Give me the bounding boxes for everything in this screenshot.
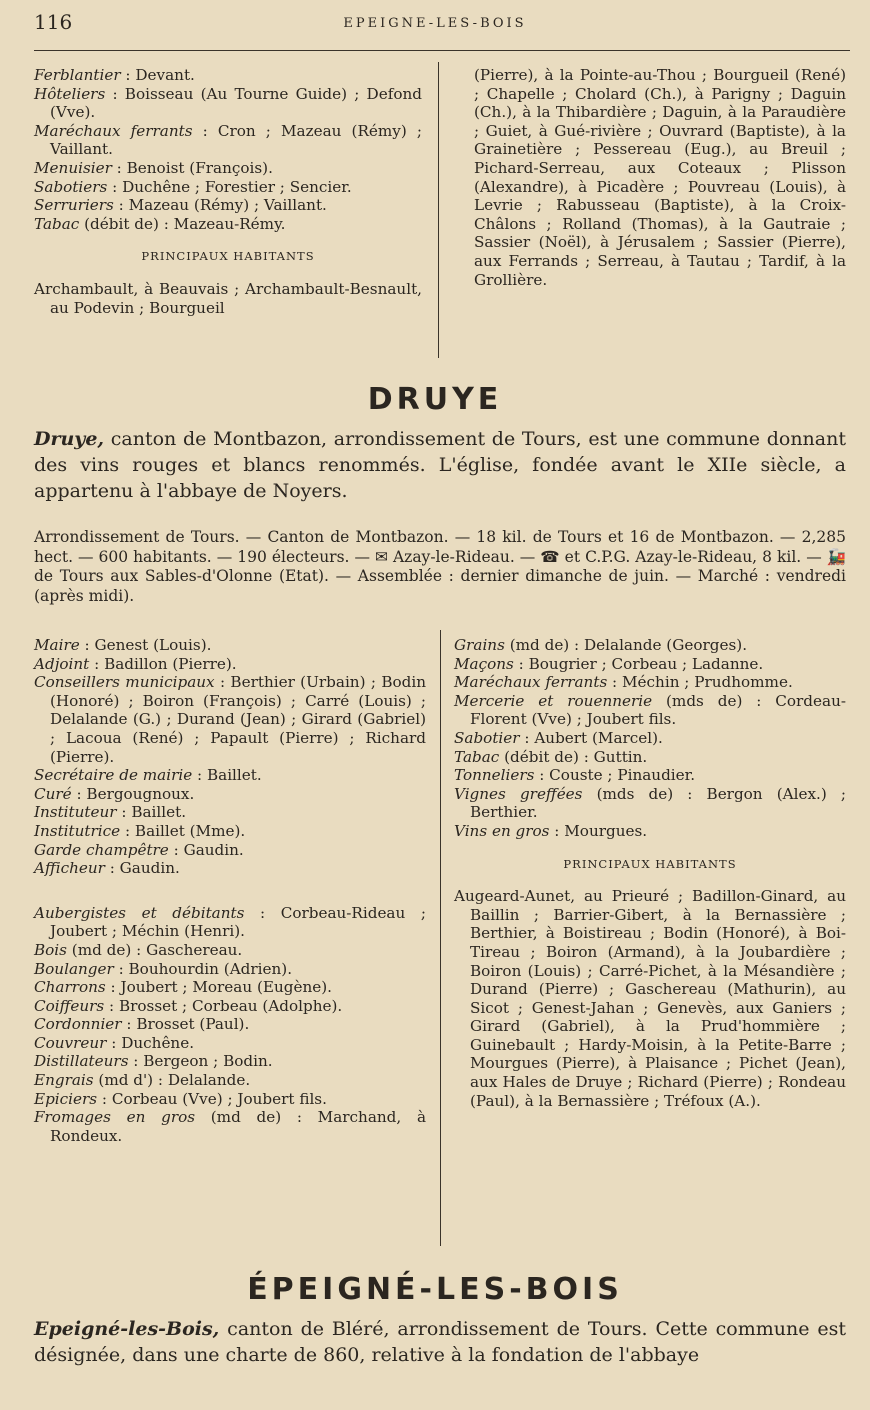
trade-entry-text: : Joubert ; Moreau (Eugène). (105, 978, 332, 997)
trade-entry (454, 785, 846, 822)
trade-entry-label: Aubergistes et débitants (34, 903, 245, 922)
trade-entry-label: Ferblantier (34, 66, 121, 84)
official-entry-label: Curé (34, 784, 72, 803)
epeigne-intro (34, 1316, 846, 1368)
trade-entry-label: Mercerie et rouennerie (454, 691, 653, 710)
official-entry (34, 766, 426, 785)
official-entry-text: : Baillet. (116, 803, 187, 822)
official-entry-text: : Bergougnoux. (71, 784, 195, 803)
official-entry-text: : Baillet. (192, 766, 262, 785)
trade-entry-label: Couvreur (34, 1033, 107, 1052)
trade-entry-label: Serruriers (34, 196, 114, 215)
trade-entry-label: Vignes greffées (454, 784, 583, 803)
trade-entry (34, 85, 422, 122)
trade-entry-label: Coiffeurs (34, 996, 105, 1015)
trade-entry (34, 1090, 426, 1109)
trade-entry-text: : Méchin ; Prudhomme. (607, 673, 793, 692)
official-entry-label: Secrétaire de mairie (34, 766, 193, 785)
trade-entry (454, 673, 846, 692)
trade-entry (34, 1034, 426, 1053)
official-entry-label: Adjoint (34, 654, 90, 673)
section-title-druye: DRUYE (367, 382, 503, 417)
druye-right-column (454, 636, 846, 1110)
trade-entry-label: Maréchaux ferrants (454, 673, 608, 692)
official-entry-label: Garde champêtre (34, 840, 169, 859)
official-entry (34, 803, 426, 822)
trade-entry (454, 822, 846, 841)
trade-entry-label: Fromages en gros (34, 1108, 196, 1127)
trade-entry (34, 178, 422, 197)
trade-entry-text: : Mourgues. (549, 821, 648, 840)
principal-residents-heading: PRINCIPAUX HABITANTS (141, 249, 315, 264)
trade-entry-text: (md de) : Delalande (Georges). (504, 636, 748, 654)
trade-entry (34, 196, 422, 215)
trade-entry-label: Epiciers (34, 1089, 98, 1108)
trade-entry-text: (débit de) : Mazeau-Rémy. (79, 214, 286, 233)
trade-entry-label: Hôteliers (34, 84, 106, 103)
epeigne-intro-name: Epeigné-les-Bois, (34, 1318, 220, 1340)
trade-entry (454, 729, 846, 748)
official-entry-label: Afficheur (34, 859, 105, 878)
trade-entry-text: : Brosset (Paul). (121, 1015, 250, 1034)
official-entry (34, 636, 426, 655)
trade-entry-text: : Aubert (Marcel). (519, 728, 663, 747)
principal-residents-heading: PRINCIPAUX HABITANTS (563, 856, 737, 871)
official-entry-label: Instituteur (34, 803, 117, 822)
official-entry (34, 673, 426, 766)
trade-entry (454, 692, 846, 729)
trade-entry-label: Boulanger (34, 959, 114, 978)
druye-info: Arrondissement de Tours. — Canton de Montbazon. — 18 kil. de Tours et 16 de Montbazon. — 2,285 hect. — 600 habitants. — 190 électeurs. — ✉ Azay-le-Rideau. — ☎ et C.P.G. Azay-le-Rideau, 8 kil. — 🚂 de Tours aux Sables-d'Olonne (Etat). — Assemblée : dernier dimanche de juin. — Marché : vendredi (après midi). (34, 528, 846, 605)
trade-entry-text: : Bouhourdin (Adrien). (113, 959, 293, 978)
trade-entry-text: : Brosset ; Corbeau (Adolphe). (104, 996, 343, 1015)
official-entry-text: : Badillon (Pierre). (89, 654, 237, 673)
column-divider-2 (440, 630, 441, 1246)
header-rule (34, 50, 850, 51)
trade-entry-text: : Cron ; Mazeau (Rémy) ; Vaillant. (50, 121, 422, 159)
trade-entry-label: Tabac (454, 747, 500, 766)
trade-entry-text: : Mazeau (Rémy) ; Vaillant. (113, 196, 327, 215)
top-left-column (34, 66, 422, 317)
trade-entry-label: Distillateurs (34, 1052, 129, 1071)
epeigne-intro-text: canton de Bléré, arrondissement de Tours. Cette commune est désignée, dans une charte de 860, relative à la fondation de l'abbaye (34, 1318, 846, 1366)
trade-entry-label: Tabac (34, 214, 80, 233)
official-entry-label: Maire (34, 636, 80, 654)
trade-entry-text: (md de) : Gaschereau. (66, 940, 243, 959)
trade-entry-text: : Couste ; Pinaudier. (534, 766, 696, 785)
trade-entry-label: Cordonnier (34, 1015, 122, 1034)
trade-entry-label: Engrais (34, 1071, 94, 1090)
official-entry-text: : Baillet (Mme). (120, 821, 246, 840)
trade-entry-text: : Devant. (120, 66, 195, 84)
druye-intro (34, 426, 846, 504)
trade-entry-text: (mds de) : Bergon (Alex.) ; Berthier. (470, 784, 846, 822)
trade-entry (34, 215, 422, 234)
trade-entry (34, 978, 426, 997)
trade-entry-text: : Corbeau (Vve) ; Joubert fils. (97, 1089, 327, 1108)
druye-left-column (34, 636, 426, 1145)
trade-entry-label: Menuisier (34, 158, 112, 177)
trade-entry-label: Tonneliers (454, 766, 535, 785)
trade-entry-text: : Corbeau-Rideau ; Joubert ; Méchin (Henri). (50, 903, 426, 941)
trade-entry-label: Sabotiers (34, 177, 108, 196)
principal-residents-text: Augeard-Aunet, au Prieuré ; Badillon-Ginard, au Baillin ; Barrier-Gibert, à la Bernassière ; Berthier, à Boistireau ; Bodin (Honoré), à Boi-Tireau ; Boiron (Armand), à la Joubardière ; Boiron (Louis) ; Carré-Pichet, à la Mésandière ; Durand (Pierre) ; Gaschereau (Mathurin), au Sicot ; Genest-Jahan ; Genevès, aux Ganiers ; Girard (Gabriel), à la Prud'hommière ; Guinebault ; Hardy-Moisin, à la Petite-Barre ; Mourgues (Pierre), à Plaisance ; Pichet (Jean), aux Hales de Druye ; Richard (Pierre) ; Rondeau (Paul), à la Bernassière ; Tréfoux (A.). (454, 887, 846, 1110)
trade-entry-text: : Bergeon ; Bodin. (128, 1052, 273, 1071)
spacer (34, 878, 426, 904)
trade-entry (454, 766, 846, 785)
page-number: 116 (34, 10, 73, 34)
trade-entry-text: : Duchêne. (106, 1033, 195, 1052)
official-entry (34, 655, 426, 674)
trade-entry (34, 941, 426, 960)
trade-entry (454, 655, 846, 674)
trade-entry (34, 960, 426, 979)
trade-entry-text: : Duchêne ; Forestier ; Sencier. (107, 177, 352, 196)
trade-entry-label: Grains (454, 636, 505, 654)
trade-entry (34, 159, 422, 178)
trade-entry (454, 636, 846, 655)
official-entry-label: Conseillers municipaux (34, 673, 215, 692)
trade-entry-label: Charrons (34, 978, 106, 997)
official-entry-text: : Berthier (Urbain) ; Bodin (Honoré) ; Boiron (François) ; Carré (Louis) ; Delalande (G.) ; Durand (Jean) ; Girard (Gabriel) ; Lacoua (René) ; Papault (Pierre) ; Richard (Pierre). (50, 673, 427, 766)
principal-residents-text: Archambault, à Beauvais ; Archambault-Besnault, au Podevin ; Bourgueil (34, 279, 422, 317)
section-title-epeigne: ÉPEIGNÉ-LES-BOIS (247, 1272, 623, 1307)
trade-entry (34, 122, 422, 159)
official-entry (34, 822, 426, 841)
running-head: EPEIGNE-LES-BOIS (343, 16, 527, 31)
top-right-column (474, 66, 846, 289)
official-entry-label: Institutrice (34, 821, 121, 840)
trade-entry (34, 904, 426, 941)
official-entry-text: : Gaudin. (104, 859, 180, 878)
trade-entry (34, 66, 422, 85)
trade-entry-label: Maçons (454, 654, 514, 673)
druye-intro-text: canton de Montbazon, arrondissement de Tours, est une commune donnant des vins rouges et blancs renommés. L'église, fondée avant le XIIe siècle, a appartenu à l'abbaye de Noyers. (34, 428, 846, 502)
trade-entry (34, 997, 426, 1016)
trade-entry-label: Sabotier (454, 728, 520, 747)
official-entry (34, 859, 426, 878)
trade-entry-label: Vins en gros (454, 821, 550, 840)
trade-entry (34, 1071, 426, 1090)
trade-entry-text: : Benoist (François). (111, 158, 273, 177)
trade-entry (34, 1052, 426, 1071)
trade-entry (34, 1015, 426, 1034)
trade-entry-text: (md d') : Delalande. (93, 1071, 251, 1090)
trade-entry (34, 1108, 426, 1145)
trade-entry-text: (mds de) : Cordeau-Florent (Vve) ; Joubert fils. (470, 691, 846, 729)
official-entry (34, 841, 426, 860)
official-entry-text: : Gaudin. (168, 840, 244, 859)
trade-entry-label: Maréchaux ferrants (34, 121, 193, 140)
druye-intro-name: Druye, (34, 428, 105, 450)
trade-entry (454, 748, 846, 767)
trade-entry-text: (débit de) : Guttin. (499, 747, 648, 766)
trade-entry-text: : Bougrier ; Corbeau ; Ladanne. (513, 654, 764, 673)
official-entry (34, 785, 426, 804)
column-divider (438, 62, 439, 358)
official-entry-text: : Genest (Louis). (79, 636, 212, 654)
trade-entry-text: : Boisseau (Au Tourne Guide) ; Defond (Vve). (50, 84, 422, 122)
habitants-continuation: (Pierre), à la Pointe-au-Thou ; Bourgueil (René) ; Chapelle ; Cholard (Ch.), à Parigny ; Daguin (Ch.), à la Thibardière ; Daguin, à la Paraudière ; Guiet, à Gué-rivière ; Ouvrard (Baptiste), à la Grainetière ; Pessereau (Eug.), au Breuil ; Pichard-Serreau, aux Coteaux ; Plisson (Alexandre), à Picadère ; Pouvreau (Louis), à Levrie ; Rabusseau (Baptiste), à la Croix-Châlons ; Rolland (Thomas), à la Gautraie ; Sassier (Noël), à Jérusalem ; Sassier (Pierre), aux Ferrands ; Serreau, à Tautau ; Tardif, à la Grollière. (474, 66, 846, 289)
trade-entry-text: (md de) : Marchand, à Rondeux. (50, 1108, 426, 1145)
trade-entry-label: Bois (34, 940, 67, 959)
